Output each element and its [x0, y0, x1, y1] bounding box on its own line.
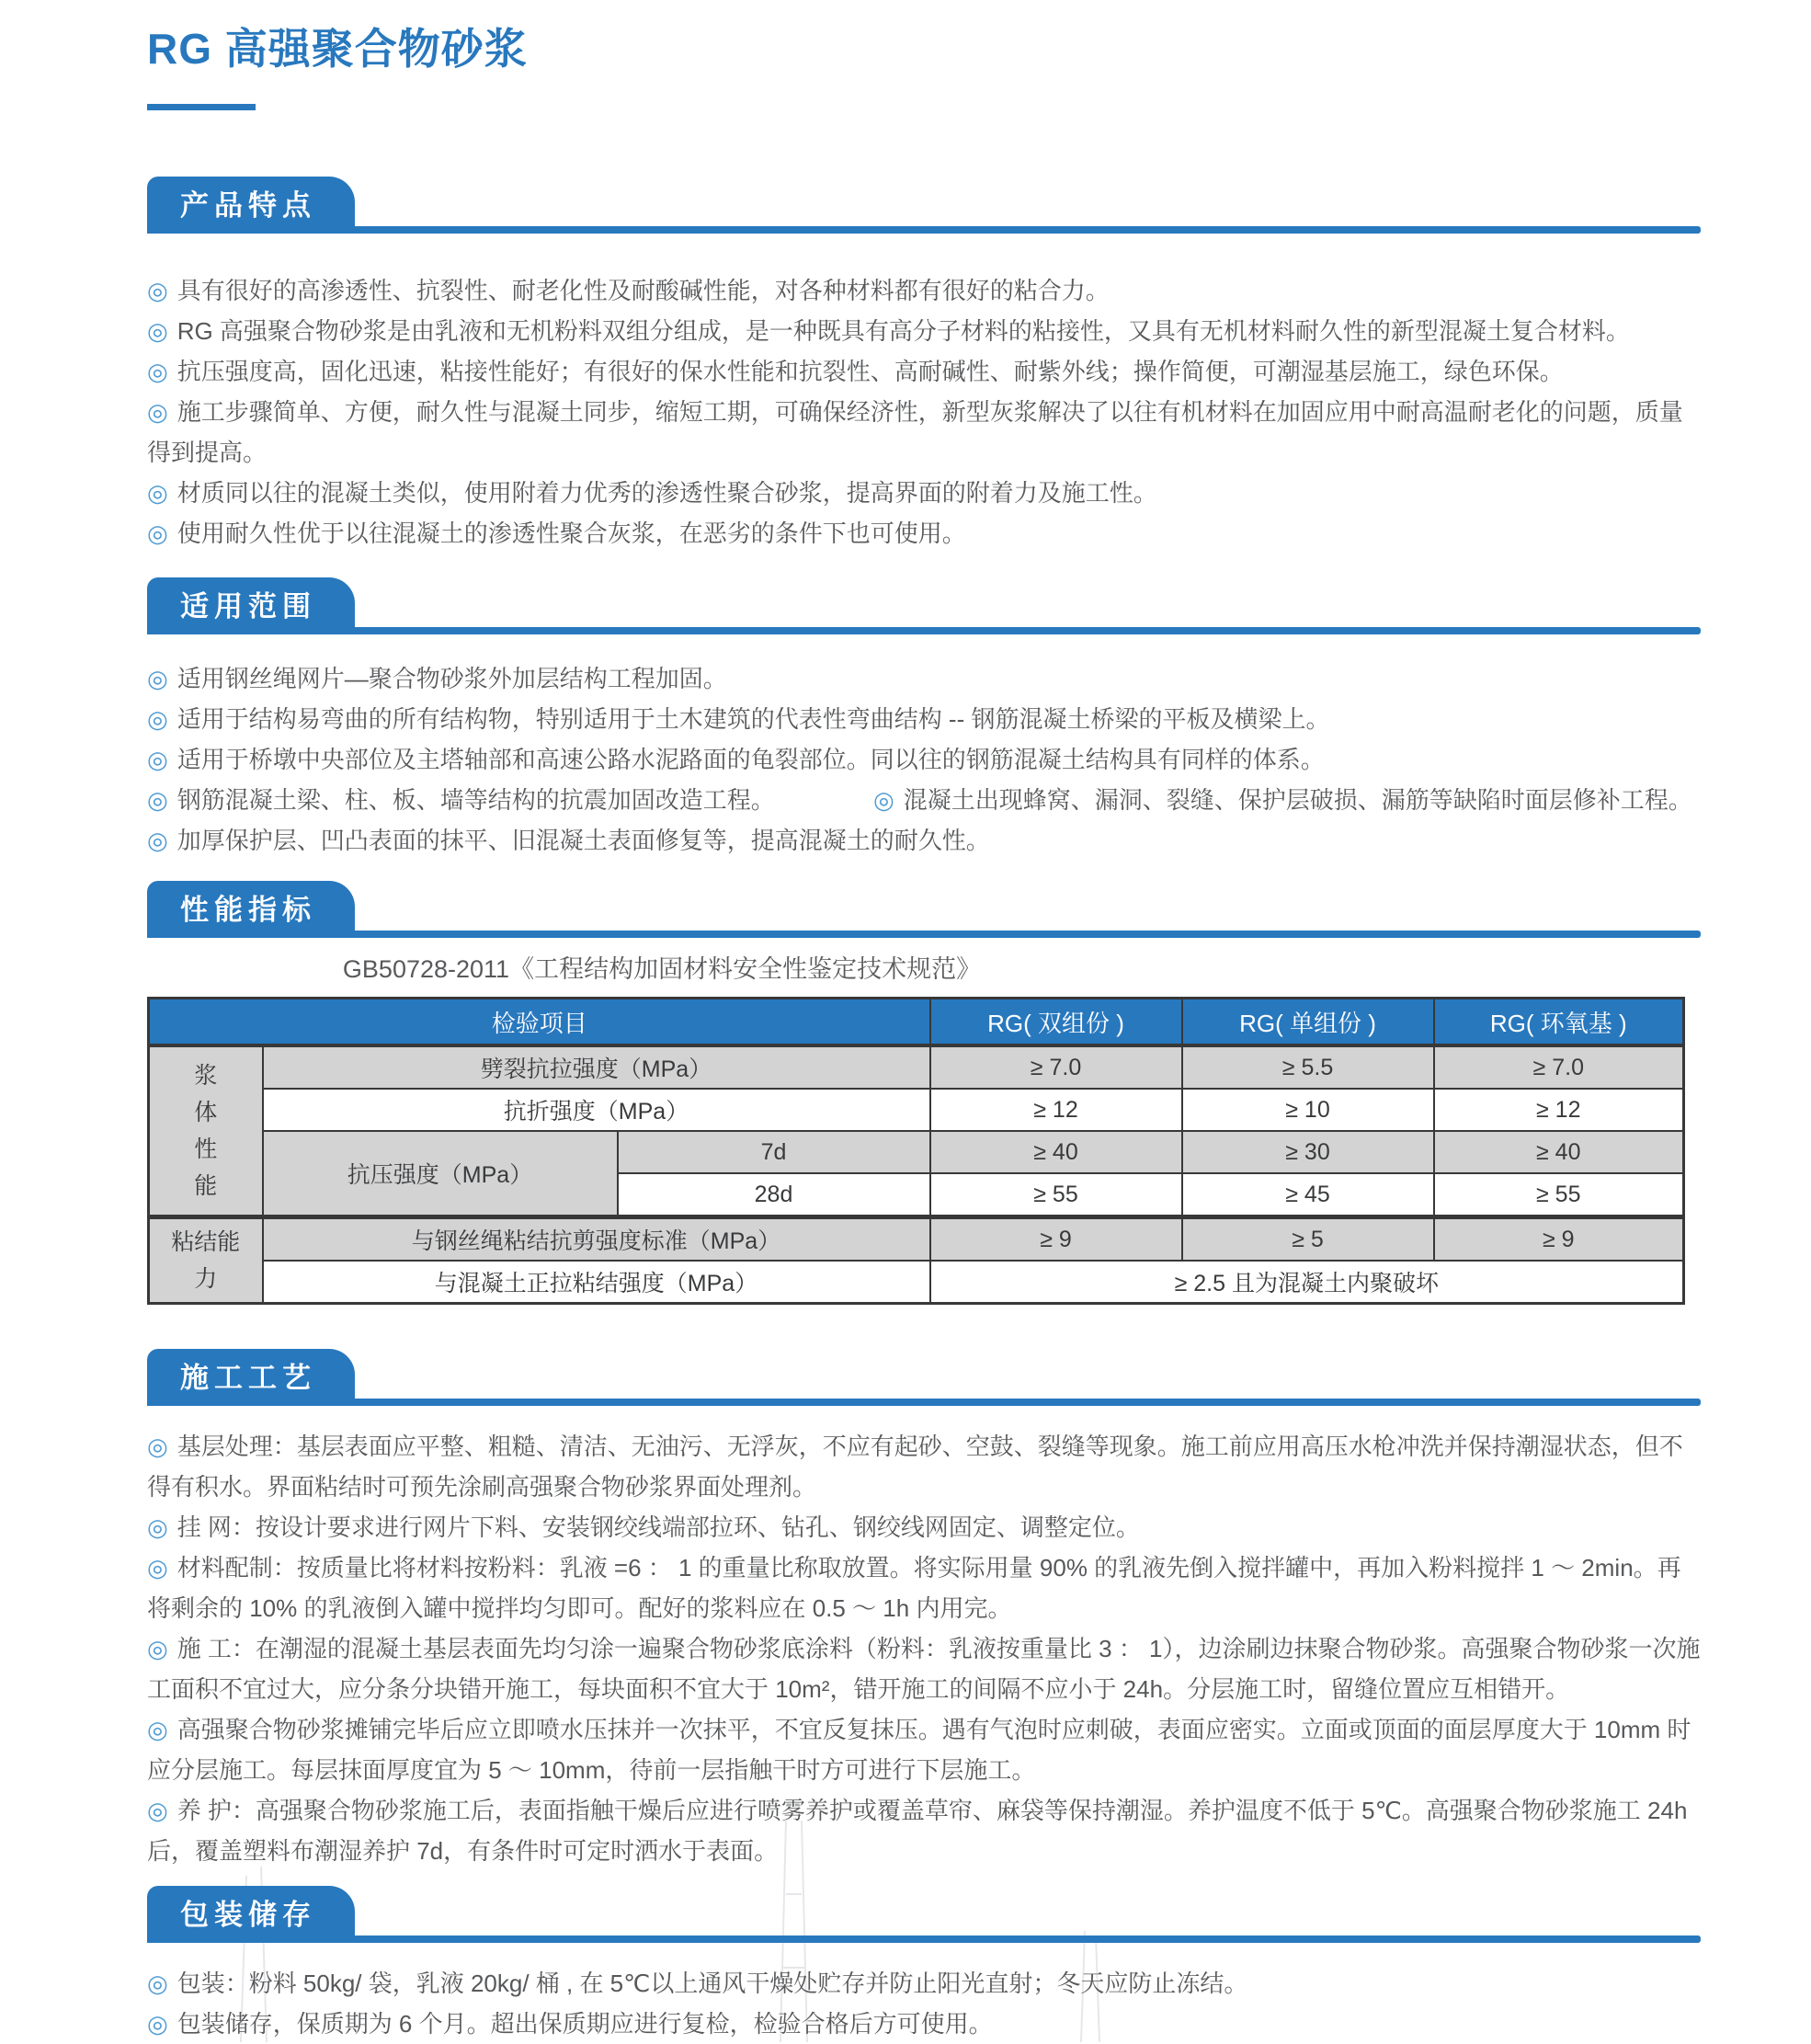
section-header — [147, 1349, 1701, 1406]
bullet-item — [147, 658, 1701, 699]
bullet-icon: ◎ — [147, 1797, 168, 1825]
bullet-icon: ◎ — [147, 277, 168, 305]
value-cell: ≥ 40 — [1434, 1131, 1684, 1173]
section-title: 性能指标 — [180, 894, 316, 927]
value-cell: ≥ 30 — [1182, 1131, 1434, 1173]
value-cell: ≥ 55 — [1434, 1173, 1684, 1217]
bullet-icon: ◎ — [147, 2010, 168, 2038]
value-cell: ≥ 5 — [1182, 1217, 1434, 1262]
bullet-item — [147, 311, 1701, 351]
section-rule — [147, 1399, 1701, 1406]
bullet-item — [147, 820, 1701, 861]
bullet-text: 加厚保护层、凹凸表面的抹平、旧混凝土表面修复等，提高混凝土的耐久性。 — [177, 827, 990, 855]
bullet-icon: ◎ — [147, 520, 168, 548]
section-packaging — [147, 1886, 1701, 2044]
value-cell: ≥ 55 — [930, 1173, 1182, 1217]
performance-table — [147, 997, 1685, 1305]
bullet-icon: ◎ — [147, 479, 168, 508]
table-row — [149, 1089, 1684, 1131]
title-underline — [147, 104, 256, 110]
group-cell-paste-performance: 浆体性能 — [149, 1045, 263, 1217]
bullet-icon: ◎ — [147, 665, 168, 693]
bullet-icon: ◎ — [147, 317, 168, 346]
bullet-item — [873, 780, 1701, 820]
value-cell: ≥ 9 — [930, 1217, 1182, 1262]
section-badge — [147, 577, 355, 634]
bullet-item-dual — [147, 780, 1701, 820]
bullet-text: 包装：粉料 50kg/ 袋，乳液 20kg/ 桶 , 在 5℃以上通风干燥处贮存并防止阳光直射；冬天应防止冻结。 — [177, 1970, 1248, 1998]
header-cell-rg-epoxy: RG( 环氧基 ) — [1434, 999, 1684, 1046]
bullet-item — [147, 739, 1701, 780]
bullet-item — [147, 1709, 1701, 1790]
header-cell-item: 检验项目 — [149, 999, 930, 1046]
bullet-icon: ◎ — [147, 1513, 168, 1542]
bullet-item — [147, 1547, 1701, 1628]
bullet-icon: ◎ — [147, 358, 168, 386]
bullet-icon: ◎ — [147, 827, 168, 855]
row-label-shear: 与钢丝绳粘结抗剪强度标准（MPa） — [263, 1217, 930, 1262]
header-cell-rg-one-part: RG( 单组份 ) — [1182, 999, 1434, 1046]
bullet-text: 挂 网：按设计要求进行网片下料、安装钢绞线端部拉环、钻孔、钢绞线网固定、调整定位。 — [177, 1513, 1140, 1542]
section-title: 包装储存 — [180, 1899, 316, 1932]
table-header-row — [149, 999, 1684, 1046]
bullet-text: 使用耐久性优于以往混凝土的渗透性聚合灰浆，在恶劣的条件下也可使用。 — [177, 520, 966, 548]
row-label-tensile-bond: 与混凝土正拉粘结强度（MPa） — [263, 1261, 930, 1304]
value-cell: ≥ 9 — [1434, 1217, 1684, 1262]
bullet-text: 基层处理：基层表面应平整、粗糙、清洁、无油污、无浮灰，不应有起砂、空鼓、裂缝等现象。施工前应用高压水枪冲洗并保持潮湿状态，但不得有积水。界面粘结时可预先涂刷高强聚合物砂浆界面处理剂。 — [147, 1433, 1683, 1502]
bullet-item — [147, 2004, 1701, 2044]
bullet-text: 施 工：在潮湿的混凝土基层表面先均匀涂一遍聚合物砂浆底涂料（粉料：乳液按重量比 3 ： 1），边涂刷边抹聚合物砂浆。高强聚合物砂浆一次施工面积不宜过大，应分条分块错开施工，每块面积不宜大于 10m²，错开施工的间隔不应小于 24h。分层施工时，留缝位置应互相错开。 — [147, 1635, 1701, 1704]
bullet-icon: ◎ — [147, 786, 168, 815]
section-badge — [147, 1886, 355, 1943]
feature-list — [147, 270, 1701, 554]
bullet-icon: ◎ — [873, 786, 894, 815]
bullet-text: 钢筋混凝土梁、柱、板、墙等结构的抗震加固改造工程。 — [177, 786, 775, 815]
table-row — [149, 1131, 1684, 1173]
section-badge — [147, 881, 355, 938]
value-cell: ≥ 12 — [1434, 1089, 1684, 1131]
bullet-text: 高强聚合物砂浆摊铺完毕后应立即喷水压抹并一次抹平，不宜反复抹压。遇有气泡时应刺破，表面应密实。立面或顶面的面层厚度大于 10mm 时应分层施工。每层抹面厚度宜为 5 ～ 10mm，待前一层指触干时方可进行下层施工。 — [147, 1716, 1691, 1785]
row-label-split-tensile: 劈裂抗拉强度（MPa） — [263, 1045, 930, 1089]
bullet-item — [147, 392, 1701, 473]
value-cell: ≥ 5.5 — [1182, 1045, 1434, 1089]
bullet-item — [147, 1507, 1701, 1547]
value-cell-merged: ≥ 2.5 且为混凝土内聚破坏 — [930, 1261, 1684, 1304]
section-performance — [147, 881, 1701, 1305]
section-header — [147, 881, 1701, 938]
section-scope — [147, 577, 1701, 861]
bullet-icon: ◎ — [147, 705, 168, 734]
value-cell: ≥ 7.0 — [930, 1045, 1182, 1089]
bullet-text: 抗压强度高，固化迅速，粘接性能好；有很好的保水性能和抗裂性、高耐碱性、耐紫外线；操作简便，可潮湿基层施工，绿色环保。 — [177, 358, 1564, 386]
bullet-text: 包装储存，保质期为 6 个月。超出保质期应进行复检，检验合格后方可使用。 — [177, 2010, 993, 2038]
value-cell: ≥ 7.0 — [1434, 1045, 1684, 1089]
bullet-icon: ◎ — [147, 1635, 168, 1663]
bullet-text: 养 护：高强聚合物砂浆施工后，表面指触干燥后应进行喷雾养护或覆盖草帘、麻袋等保持潮湿。养护温度不低于 5℃。高强聚合物砂浆施工 24h 后，覆盖塑料布潮湿养护 7d，有条件时可定时洒水于表面。 — [147, 1797, 1688, 1866]
section-title: 施工工艺 — [180, 1362, 316, 1395]
section-header — [147, 577, 1701, 634]
bullet-text: 适用于结构易弯曲的所有结构物，特别适用于土木建筑的代表性弯曲结构 -- 钢筋混凝土桥梁的平板及横梁上。 — [177, 705, 1330, 734]
section-rule — [147, 226, 1701, 234]
spec-standard-caption: GB50728-2011《工程结构加固材料安全性鉴定技术规范》 — [342, 955, 982, 984]
bullet-item — [147, 699, 1701, 739]
table-row — [149, 1261, 1684, 1304]
row-label-compressive: 抗压强度（MPa） — [263, 1131, 618, 1217]
bullet-icon: ◎ — [147, 1970, 168, 1998]
bullet-item — [147, 351, 1701, 392]
bullet-item — [147, 473, 1701, 513]
bullet-item — [147, 1426, 1701, 1507]
section-rule — [147, 1936, 1701, 1943]
table-row — [149, 1217, 1684, 1262]
bullet-item — [147, 780, 873, 820]
bullet-icon: ◎ — [147, 746, 168, 774]
bullet-text: 具有很好的高渗透性、抗裂性、耐老化性及耐酸碱性能，对各种材料都有很好的粘合力。 — [177, 277, 1110, 305]
value-cell: ≥ 40 — [930, 1131, 1182, 1173]
process-list — [147, 1426, 1701, 1871]
bullet-icon: ◎ — [147, 398, 168, 427]
section-features — [147, 177, 1701, 554]
page-title: RG 高强聚合物砂浆 — [147, 25, 528, 73]
sub-label-28d: 28d — [618, 1173, 930, 1217]
table-row — [149, 1045, 1684, 1089]
bullet-icon: ◎ — [147, 1433, 168, 1461]
section-title: 适用范围 — [180, 590, 316, 623]
scope-list — [147, 658, 1701, 861]
bullet-text: 施工步骤简单、方便，耐久性与混凝土同步，缩短工期，可确保经济性，新型灰浆解决了以往有机材料在加固应用中耐高温耐老化的问题，质量得到提高。 — [147, 398, 1683, 467]
bullet-icon: ◎ — [147, 1554, 168, 1582]
bullet-text: 适用于桥墩中央部位及主塔轴部和高速公路水泥路面的龟裂部位。同以往的钢筋混凝土结构具有同样的体系。 — [177, 746, 1325, 774]
bullet-icon: ◎ — [147, 1716, 168, 1744]
section-title: 产品特点 — [180, 189, 316, 223]
header-cell-rg-two-part: RG( 双组份 ) — [930, 999, 1182, 1046]
bullet-item — [147, 270, 1701, 311]
section-header — [147, 177, 1701, 234]
row-label-flexural: 抗折强度（MPa） — [263, 1089, 930, 1131]
bullet-text: RG 高强聚合物砂浆是由乳液和无机粉料双组分组成，是一种既具有高分子材料的粘接性，又具有无机材料耐久性的新型混凝土复合材料。 — [177, 317, 1630, 346]
bullet-item — [147, 1628, 1701, 1709]
bullet-item — [147, 513, 1701, 554]
bullet-text: 适用钢丝绳网片—聚合物砂浆外加层结构工程加固。 — [177, 665, 727, 693]
section-badge — [147, 177, 355, 234]
section-rule — [147, 627, 1701, 634]
value-cell: ≥ 12 — [930, 1089, 1182, 1131]
section-rule — [147, 931, 1701, 938]
value-cell: ≥ 10 — [1182, 1089, 1434, 1131]
group-cell-bond-capacity: 粘结能力 — [149, 1217, 263, 1304]
bullet-text: 材质同以往的混凝土类似，使用附着力优秀的渗透性聚合砂浆，提高界面的附着力及施工性。 — [177, 479, 1157, 508]
section-badge — [147, 1349, 355, 1406]
bullet-text: 混凝土出现蜂窝、漏洞、裂缝、保护层破损、漏筋等缺陷时面层修补工程。 — [903, 786, 1692, 815]
sub-label-7d: 7d — [618, 1131, 930, 1173]
bullet-item — [147, 1790, 1701, 1871]
bullet-item — [147, 1963, 1701, 2004]
section-header — [147, 1886, 1701, 1943]
value-cell: ≥ 45 — [1182, 1173, 1434, 1217]
section-process — [147, 1349, 1701, 1871]
packaging-list — [147, 1963, 1701, 2044]
bullet-text: 材料配制：按质量比将材料按粉料：乳液 =6 ： 1 的重量比称取放置。将实际用量 90% 的乳液先倒入搅拌罐中，再加入粉料搅拌 1 ～ 2min。再将剩余的 10% 的乳液倒入罐中搅拌均匀即可。配好的浆料应在 0.5 ～ 1h 内用完。 — [147, 1554, 1681, 1623]
